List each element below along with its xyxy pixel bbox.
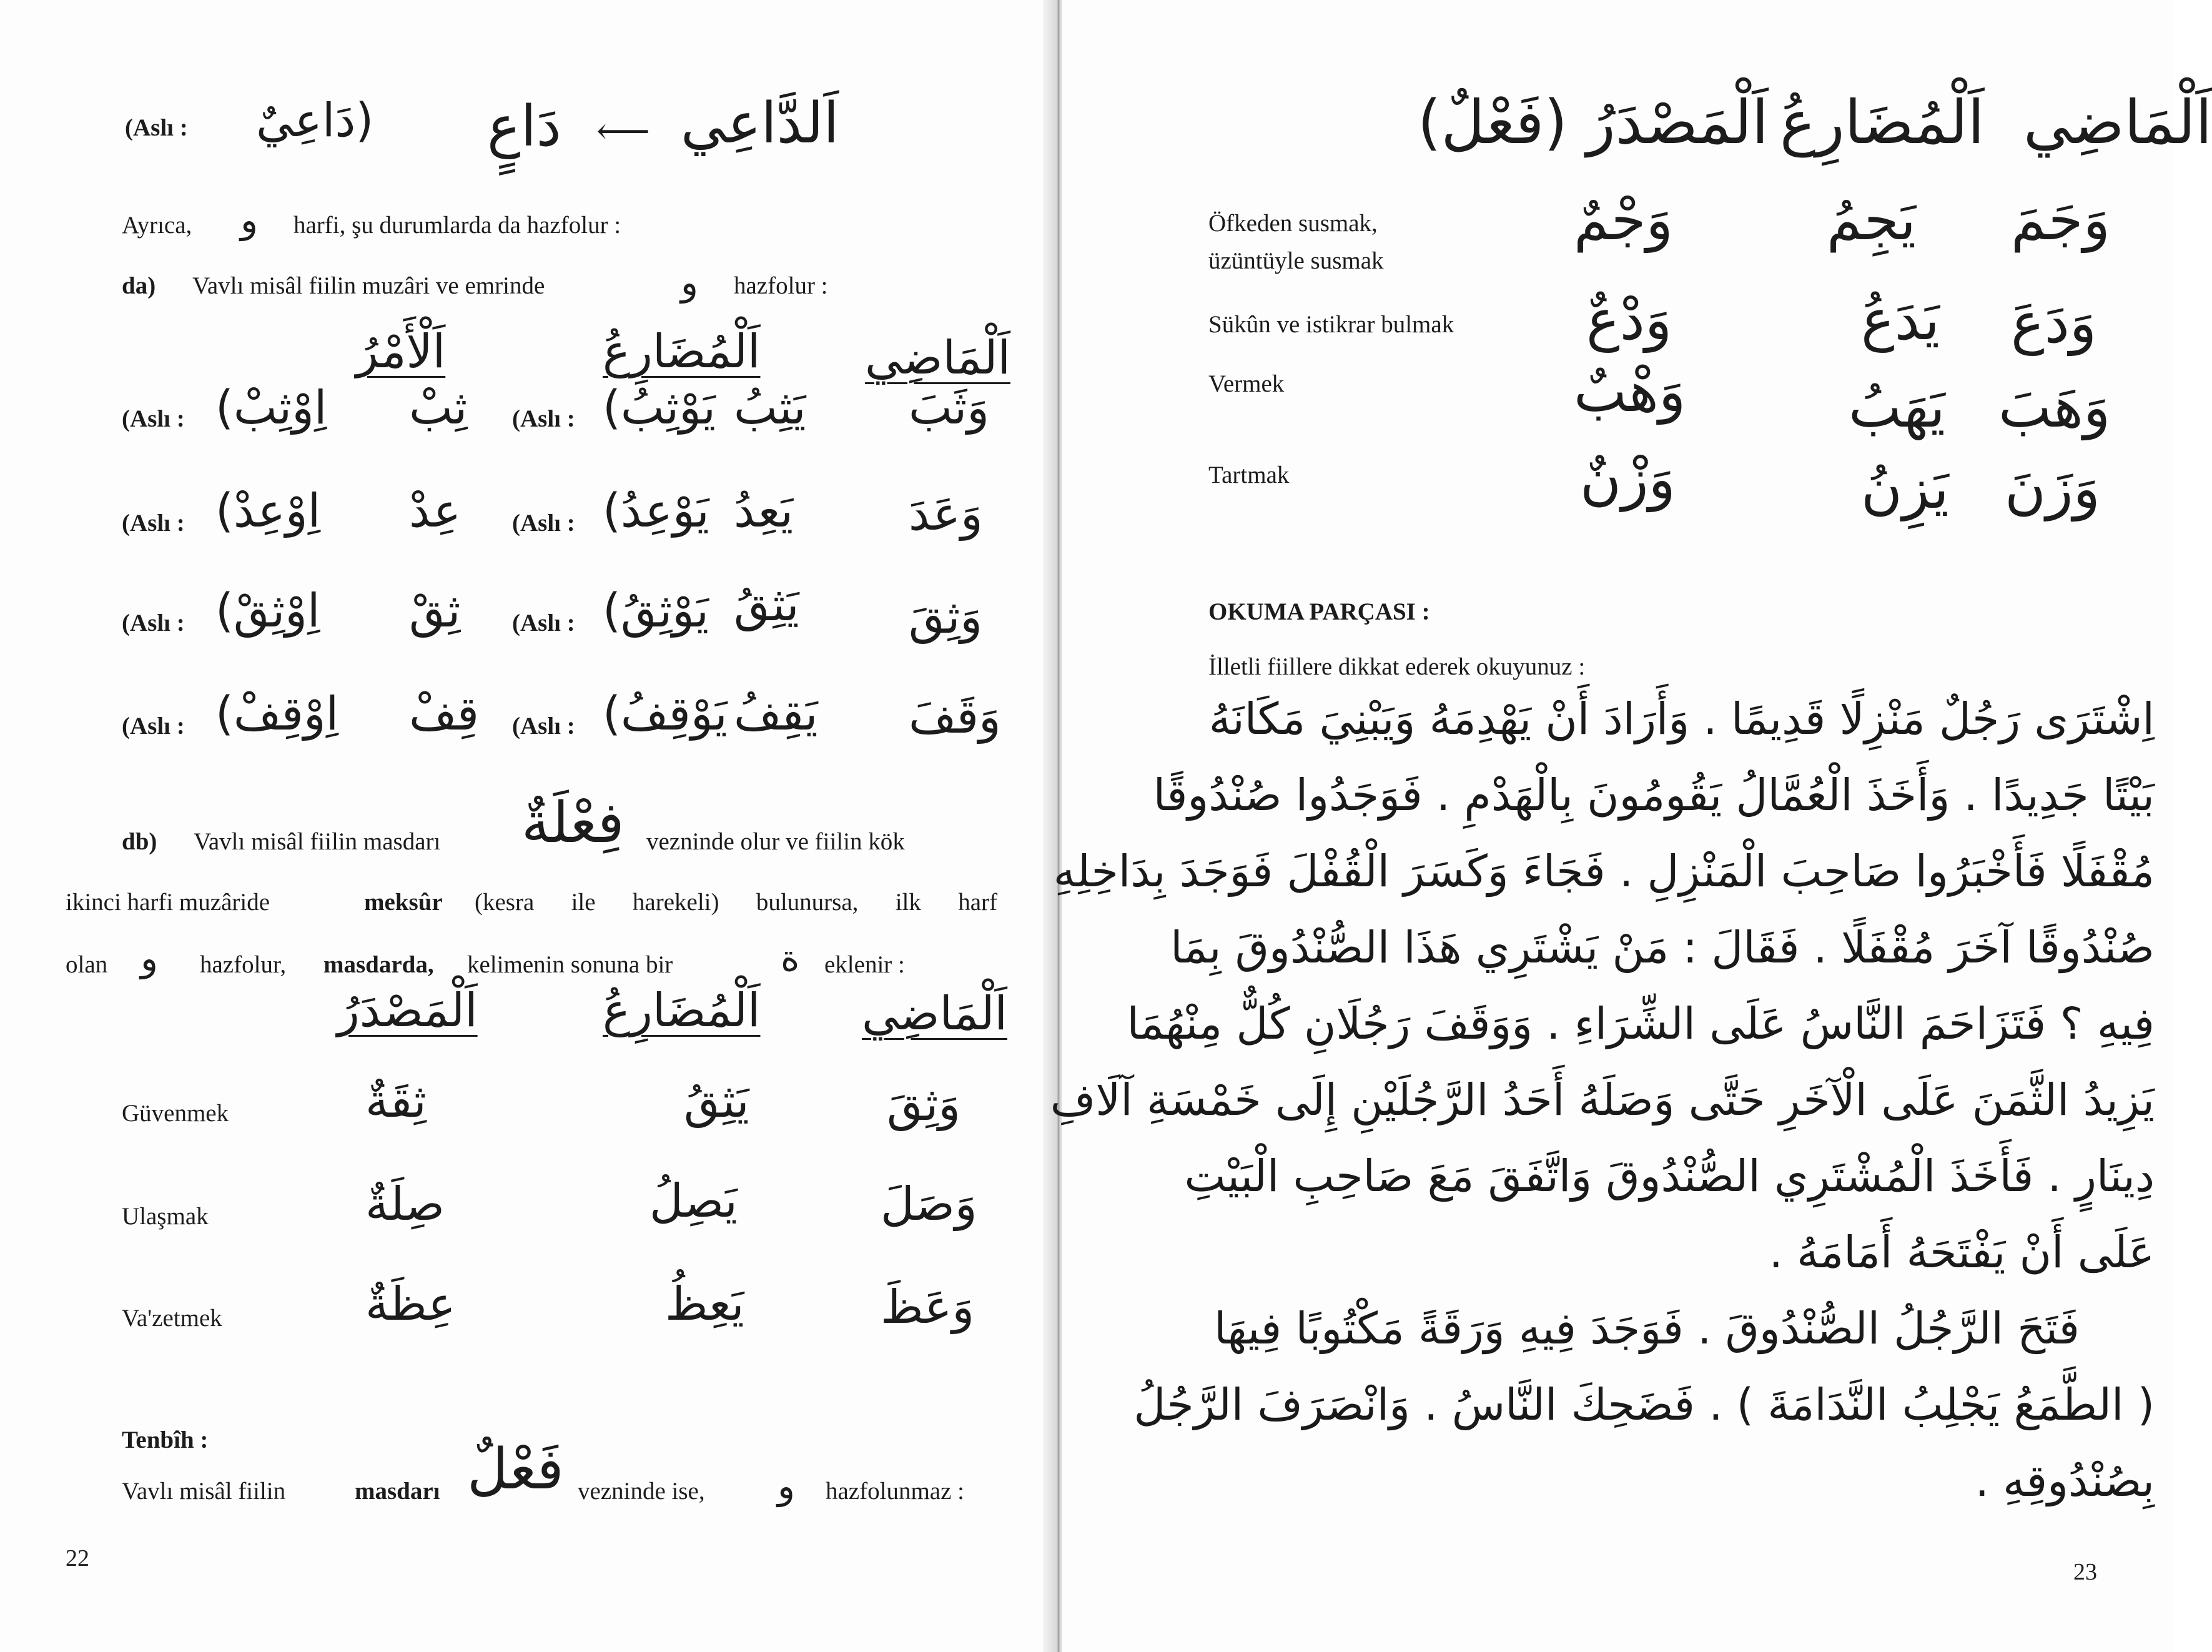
fila-word: فِعْلَةٌ [521,790,625,856]
vav-letter: و [141,937,159,979]
passage-line: فَتَحَ الرَّجُلُ الصُّنْدُوقَ . فَوَجَدَ فِيهِ وَرَقَةً مَكْتُوبًا فِيهَا [1214,1303,2080,1354]
asli-label: (Aslı : [122,510,185,537]
asli-cell: اِوْقِفْ) [215,687,339,741]
meaning-cell: Va'zetmek [122,1305,222,1332]
tenbih-title: Tenbîh : [122,1427,209,1453]
asli-label: (Aslı : [125,114,188,141]
mudari-cell: يَهَبُ [1849,375,1945,440]
mudari-cell: يَصِلُ [649,1174,738,1228]
asli-label: (Aslı : [122,405,185,432]
passage-line: بَيْتًا جَدِيدًا . وَأَخَذَ الْعُمَّالُ يَقُومُونَ بِالْهَدْمِ . فَوَجَدُوا صُنْدُوقًا [1153,769,2155,821]
db-line3-bold: masdarda, [323,951,434,978]
asli-cell: يَوْعِدُ) [603,484,709,538]
db-line2-bold: meksûr [364,889,443,916]
meaning-cell: Öfkeden susmak, [1208,210,1378,237]
madi-cell: وَصَلَ [881,1177,977,1231]
header-amr: اَلْأَمْرُ [356,325,446,378]
header-mudari: اَلْمُضَارِعُ [603,984,761,1037]
asli-label: (Aslı : [512,610,575,636]
masdar-cell: وَهْبٌ [1574,359,1686,425]
header-masdar: اَلْمَصْدَرُ (فَعْلٌ) [1418,87,1769,157]
passage-line: ( الطَّمَعُ يَجْلِبُ النَّدَامَةَ ) . فَضَحِكَ النَّاسُ . وَانْصَرَفَ الرَّجُلُ [1133,1379,2155,1430]
passage-line: عَلَى أَنْ يَفْتَحَهُ أَمَامَهُ . [1769,1227,2155,1278]
left-page [0,0,1055,1652]
reading-passage [1050,693,2155,1531]
header-madi: اَلْمَاضِي [862,987,1007,1041]
tenbih-bold: masdarı [355,1478,440,1505]
amr-cell: ثِقْ [409,584,461,638]
fal-word: فَعْلٌ [467,1437,564,1502]
passage-line: صُنْدُوقًا آخَرَ مُقْفَلًا . فَقَالَ : مَنْ يَشْتَرِي هَذَا الصُّنْدُوقَ بِمَا [1170,922,2155,973]
asli-cell: يَوْثِبُ) [603,381,716,435]
passage-line: مُقْفَلًا فَأَخْبَرُوا صَاحِبَ الْمَنْزِلِ . فَجَاءَ وَكَسَرَ الْقُفْلَ فَوَجَدَ بِدَاخِلِهِ [1053,846,2155,897]
vav-letter: و [240,199,259,241]
meaning-cell: üzüntüyle susmak [1208,247,1384,274]
asli-label: (Aslı : [512,405,575,432]
header-masdar: اَلْمَصْدَرُ [337,984,478,1037]
madi-cell: وَعَظَ [881,1280,975,1334]
da-text: Vavlı misâl fiilin muzâri ve emrinde [192,272,545,299]
da-tail: hazfolur : [734,272,828,299]
madi-cell: وَثِقَ [887,1077,961,1131]
header-mudari: اَلْمُضَارِعُ [1780,87,1985,157]
vav-letter: و [681,261,699,304]
masdar-cell: وَجْمٌ [1574,187,1673,253]
arrow-icon: ⟵ [596,111,651,152]
passage-line: يَزِيدُ الثَّمَنَ عَلَى الْآخَرِ حَتَّى وَصَلَهُ أَحَدُ الرَّجُلَيْنِ إِلَى خَمْسَةِ آلَافِ [1050,1074,2155,1125]
mudari-cell: يَثِبُ [734,381,806,435]
asli-cell: اِوْعِدْ) [215,484,321,538]
meaning-cell: Vermek [1208,370,1285,397]
amr-cell: قِفْ [409,687,479,741]
passage-line: اِشْتَرَى رَجُلٌ مَنْزِلًا قَدِيمًا . وَأَرَادَ أَنْ يَهْدِمَهُ وَيَبْنِيَ مَكَانَهُ [1208,693,2155,744]
db-line2: (kesra ile harekeli) bulunursa, ilk harf [475,889,997,916]
okuma-instruction: İlletli fiillere dikkat ederek okuyunuz : [1208,653,1586,680]
madi-cell: وَهَبَ [1998,375,2111,440]
mudari-cell: يَثِقُ [734,578,799,631]
masdar-cell: وَزْنٌ [1580,447,1676,512]
mudari-cell: يَقِفُ [734,687,818,741]
passage-line: بِصُنْدُوقِهِ . [1975,1455,2155,1506]
passage-line: فِيهِ ؟ فَتَزَاحَمَ النَّاسُ عَلَى الشِّرَاءِ . وَوَقَفَ رَجُلَانِ كُلٌّ مِنْهُمَا [1127,998,2155,1049]
mudari-cell: يَعِظُ [665,1277,744,1331]
tenbih-text: Vavlı misâl fiilin [122,1478,286,1505]
madi-cell: وَزَنَ [2005,456,2101,522]
db-label: db) [122,828,157,855]
meaning-cell: Sükûn ve istikrar bulmak [1208,311,1454,338]
da-label: da) [122,272,156,299]
amr-cell: ثِبْ [409,381,468,435]
madi-cell: وَدَعَ [2011,290,2097,356]
passage-line: دِينَارٍ . فَأَخَذَ الْمُشْتَرِي الصُّنْدُوقَ وَاتَّفَقَ مَعَ صَاحِبِ الْبَيْتِ [1184,1150,2155,1202]
meaning-cell: Tartmak [1208,462,1290,488]
mudari-cell: يَدَعُ [1861,287,1940,353]
asli-label: (Aslı : [512,510,575,537]
db-line3: kelimenin sonuna bir [467,951,673,978]
mudari-cell: يَجِمُ [1827,187,1917,253]
madi-cell: وَثِقَ [909,590,983,644]
right-page [1050,0,2212,1652]
mudari-cell: يَزِنُ [1861,456,1949,522]
db-text: Vavlı misâl fiilin masdarı [194,828,441,855]
ayrica-rest: harfi, şu durumlarda da hazfolur : [294,212,621,239]
asli-arabic: (دَاعِيٌ [256,94,374,147]
asli-cell: اِوْثِقْ) [215,584,320,638]
tenbih-text: vezninde ise, [578,1478,705,1505]
asli-label: (Aslı : [122,713,185,739]
page-number: 23 [2073,1559,2097,1585]
asli-label: (Aslı : [512,713,575,739]
db-line3: hazfolur, [200,951,287,978]
header-madi: اَلْمَاضِي [865,331,1010,385]
madi-cell: وَثَبَ [909,381,989,435]
db-line3: olan [66,951,108,978]
asli-label: (Aslı : [122,610,185,636]
masdar-cell: صِلَةٌ [365,1177,445,1231]
page-number: 22 [66,1545,89,1571]
asli-cell: اِوْثِبْ) [215,381,327,435]
masdar-cell: وَدْعٌ [1586,287,1672,353]
vav-letter: و [778,1465,796,1507]
madi-cell: وَعَدَ [909,487,983,541]
mudari-cell: يَثِقُ [684,1074,749,1128]
mudari-cell: يَعِدُ [734,484,794,538]
header-mudari: اَلْمُضَارِعُ [603,325,761,378]
masdar-cell: ثِقَةٌ [365,1074,427,1128]
asli-cell: يَوْقِفُ) [603,687,728,741]
madi-cell: وَقَفَ [909,690,1001,744]
masdar-cell: عِظَةٌ [365,1277,456,1331]
word-daa: دَاعٍ [487,94,561,159]
meaning-cell: Güvenmek [122,1100,229,1127]
madi-cell: وَجَمَ [2011,187,2110,253]
okuma-title: OKUMA PARÇASI : [1208,598,1430,625]
ayrica-text: Ayrıca, [122,212,192,239]
header-madi: اَلْمَاضِي [2023,87,2212,157]
tenbih-text: hazfolunmaz : [826,1478,964,1505]
word-addai: اَلدَّاعِي [681,91,839,156]
meaning-cell: Ulaşmak [122,1203,209,1230]
db-line3: eklenir : [824,951,905,978]
db-text: vezninde olur ve fiilin kök [646,828,905,855]
asli-cell: يَوْثِقُ) [603,584,709,638]
db-line2: ikinci harfi muzâride [66,889,270,916]
amr-cell: عِدْ [409,484,461,538]
ta-letter: ة [781,937,800,979]
